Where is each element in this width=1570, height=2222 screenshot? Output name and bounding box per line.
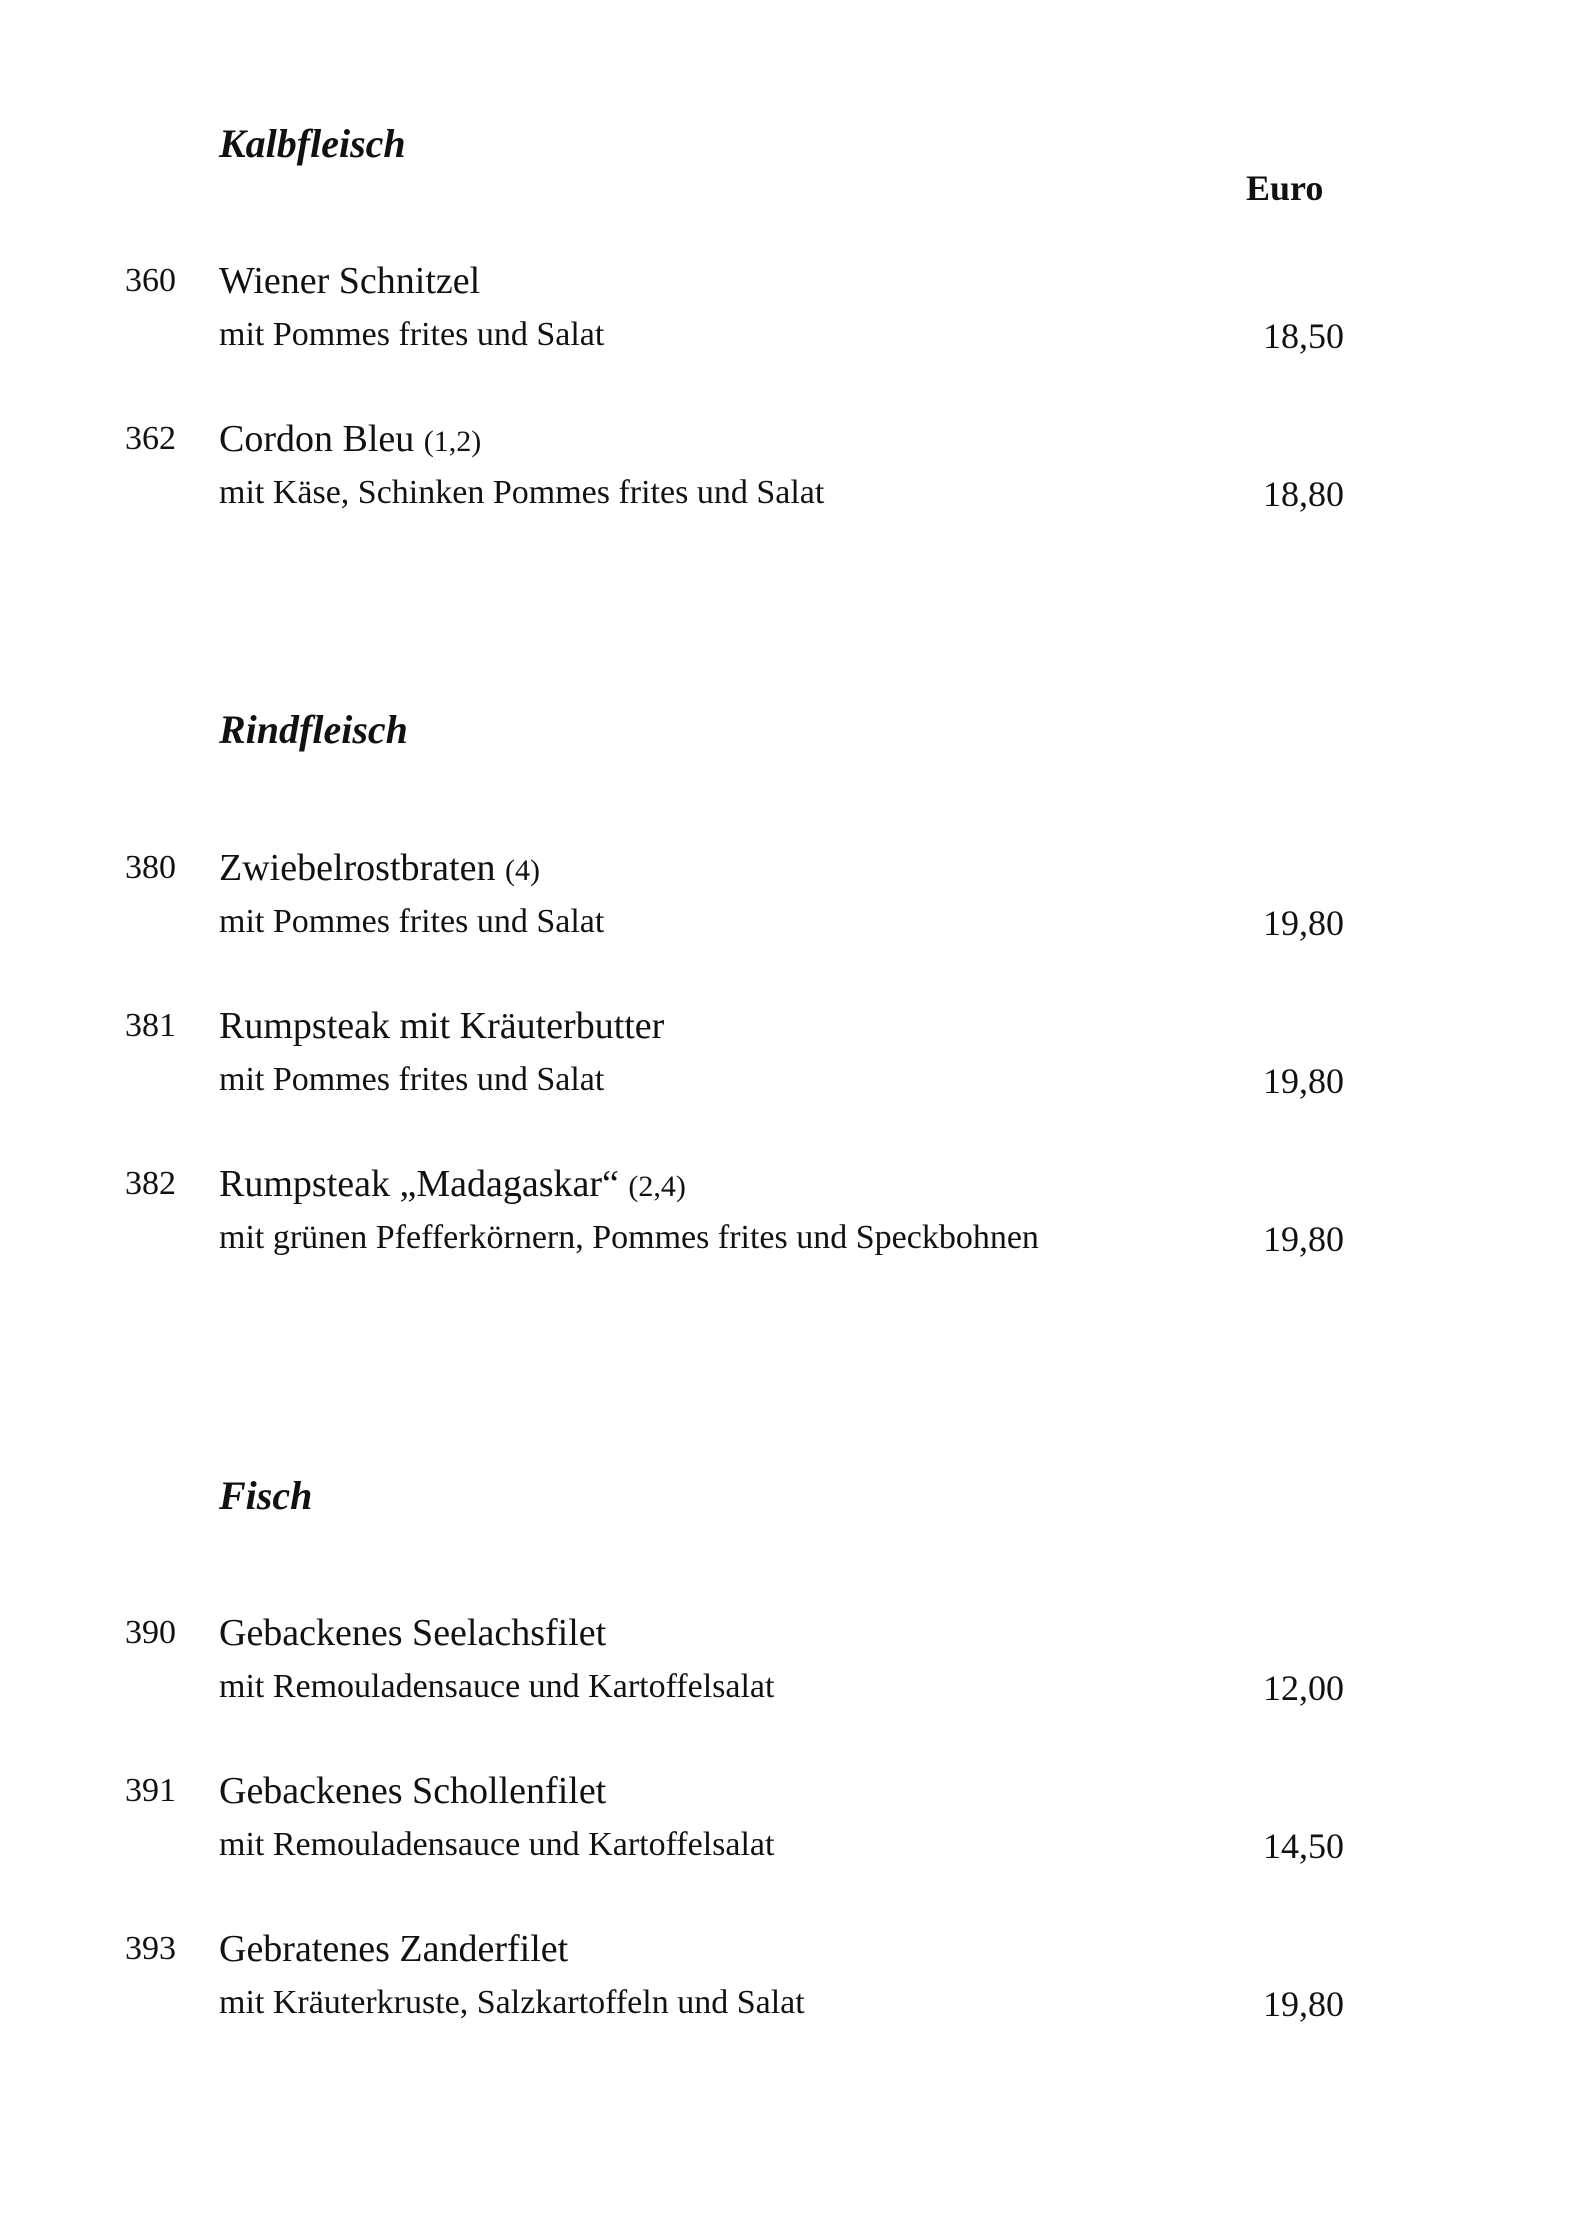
item-description: mit Remouladensauce und Kartoffelsalat — [219, 1826, 775, 1863]
item-number: 362 — [125, 420, 176, 457]
item-name-text: Gebratenes Zanderfilet — [219, 1928, 569, 1970]
item-number: 382 — [125, 1165, 176, 1202]
item-price: 12,00 — [1263, 1668, 1344, 1708]
item-name-text: Gebackenes Seelachsfilet — [219, 1612, 607, 1654]
item-name — [219, 849, 540, 887]
item-name — [219, 1614, 606, 1652]
item-description: mit Käse, Schinken Pommes frites und Salat — [219, 474, 825, 511]
item-description: mit Pommes frites und Salat — [219, 1061, 605, 1098]
item-price: 19,80 — [1263, 1984, 1344, 2024]
item-name-text: Zwiebelrostbraten — [219, 847, 496, 889]
item-description: mit Pommes frites und Salat — [219, 903, 605, 940]
item-number: 360 — [125, 262, 176, 299]
menu-item-393 — [0, 1928, 1570, 2042]
section-title-kalbfleisch: Kalbfleisch — [219, 121, 406, 166]
item-name-text: Wiener Schnitzel — [219, 260, 481, 302]
section-title-rindfleisch: Rindfleisch — [219, 707, 408, 752]
allergen-note: (2,4) — [628, 1170, 686, 1203]
item-price: 18,50 — [1263, 316, 1344, 356]
item-description: mit Remouladensauce und Kartoffelsalat — [219, 1668, 775, 1705]
item-number: 380 — [125, 849, 176, 886]
menu-item-390 — [0, 1612, 1570, 1726]
item-price: 14,50 — [1263, 1826, 1344, 1866]
menu-item-362 — [0, 418, 1570, 532]
menu-item-360 — [0, 260, 1570, 374]
item-description: mit grünen Pfefferkörnern, Pommes frites und Speckbohnen — [219, 1219, 1039, 1256]
item-description: mit Kräuterkruste, Salzkartoffeln und Salat — [219, 1984, 805, 2021]
item-name — [219, 1772, 606, 1810]
item-name — [219, 262, 480, 300]
currency-header: Euro — [1246, 168, 1324, 208]
menu-item-391 — [0, 1770, 1570, 1884]
item-number: 391 — [125, 1772, 176, 1809]
item-number: 393 — [125, 1930, 176, 1967]
menu-item-381 — [0, 1005, 1570, 1119]
item-number: 381 — [125, 1007, 176, 1044]
item-description: mit Pommes frites und Salat — [219, 316, 605, 353]
item-price: 19,80 — [1263, 1061, 1344, 1101]
menu-item-382 — [0, 1163, 1570, 1277]
item-name — [219, 1165, 686, 1203]
allergen-note: (4) — [504, 854, 540, 887]
item-name-text: Gebackenes Schollenfilet — [219, 1770, 607, 1812]
menu-item-380 — [0, 847, 1570, 961]
item-name — [219, 1930, 568, 1968]
item-name — [219, 420, 481, 458]
item-name-text: Rumpsteak mit Kräuterbutter — [219, 1005, 665, 1047]
allergen-note: (1,2) — [423, 425, 482, 458]
item-name-text: Cordon Bleu — [219, 418, 415, 460]
item-name-text: Rumpsteak „Madagaskar“ — [219, 1163, 619, 1205]
item-price: 18,80 — [1263, 474, 1344, 514]
item-price: 19,80 — [1263, 1219, 1344, 1259]
section-title-fisch: Fisch — [219, 1473, 313, 1518]
item-name — [219, 1007, 664, 1045]
item-number: 390 — [125, 1614, 176, 1651]
item-price: 19,80 — [1263, 903, 1344, 943]
